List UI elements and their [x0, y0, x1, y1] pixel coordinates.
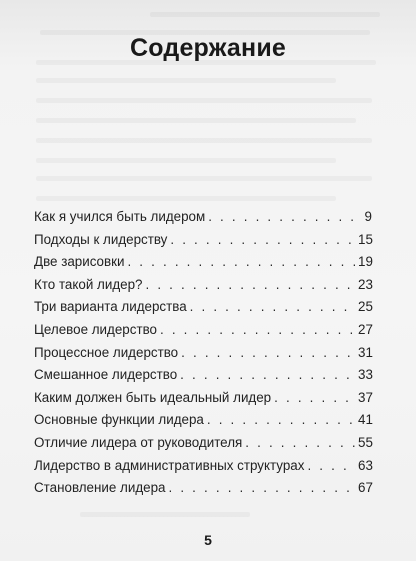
toc-entry-page: 55	[358, 434, 373, 450]
toc-entry-page: 25	[358, 299, 373, 315]
toc-entry[interactable]	[34, 296, 372, 319]
page-number: 5	[204, 532, 212, 548]
toc-entry[interactable]	[34, 477, 372, 500]
toc-dot-leader	[274, 387, 356, 410]
toc-entry[interactable]	[34, 387, 372, 410]
toc-entry-title: Три варианта лидерства	[34, 299, 187, 315]
toc-dot-leader	[169, 477, 357, 500]
toc-dot-leader	[180, 364, 356, 387]
toc-entry[interactable]	[34, 319, 372, 342]
toc-entry-title: Подходы к лидерству	[34, 231, 168, 247]
toc-entry-title: Целевое лидерство	[34, 321, 157, 337]
toc-dot-leader	[208, 206, 356, 229]
toc-entry-title: Лидерство в административных структурах	[34, 457, 305, 473]
toc-entry-page: 33	[358, 367, 373, 383]
toc-entry-page: 9	[364, 209, 372, 224]
table-of-contents	[34, 206, 372, 500]
toc-entry[interactable]	[34, 455, 372, 478]
toc-entry-title: Как я учился быть лидером	[34, 209, 206, 224]
toc-entry-page: 63	[358, 457, 373, 473]
toc-dot-leader	[146, 274, 357, 297]
toc-entry-title: Смешанное лидерство	[34, 367, 178, 383]
toc-entry-title: Процессное лидерство	[34, 344, 179, 360]
toc-entry[interactable]	[34, 251, 372, 274]
toc-entry-title: Кто такой лидер?	[34, 276, 143, 292]
toc-entry[interactable]	[34, 432, 372, 455]
toc-entry[interactable]	[34, 274, 372, 297]
toc-entry[interactable]	[34, 364, 372, 387]
toc-entry-title: Каким должен быть идеальный лидер	[34, 389, 272, 405]
toc-entry-page: 31	[358, 344, 373, 360]
toc-entry[interactable]	[34, 342, 372, 365]
toc-dot-leader	[207, 409, 356, 432]
toc-entry-page: 37	[358, 389, 373, 405]
toc-dot-leader	[245, 432, 356, 455]
toc-entry-title: Становление лидера	[34, 480, 166, 496]
toc-entry-page: 15	[358, 231, 373, 247]
toc-entry-title: Две зарисовки	[34, 254, 125, 270]
toc-entry-title: Основные функции лидера	[34, 412, 204, 428]
toc-entry[interactable]	[34, 409, 372, 432]
toc-dot-leader	[170, 229, 356, 252]
toc-entry[interactable]	[34, 206, 372, 229]
toc-entry-page: 19	[358, 254, 373, 270]
toc-entry-page: 67	[358, 480, 373, 496]
toc-dot-leader	[181, 342, 356, 365]
toc-dot-leader	[160, 319, 356, 342]
toc-dot-leader	[190, 296, 356, 319]
toc-dot-leader	[307, 455, 356, 478]
toc-entry-title: Отличие лидера от руководителя	[34, 434, 243, 450]
toc-entry-page: 23	[358, 276, 373, 292]
toc-entry-page: 27	[358, 321, 373, 337]
toc-entry-page: 41	[358, 412, 373, 428]
toc-dot-leader	[127, 251, 356, 274]
page-title: Содержание	[129, 34, 287, 62]
toc-entry[interactable]	[34, 229, 372, 252]
